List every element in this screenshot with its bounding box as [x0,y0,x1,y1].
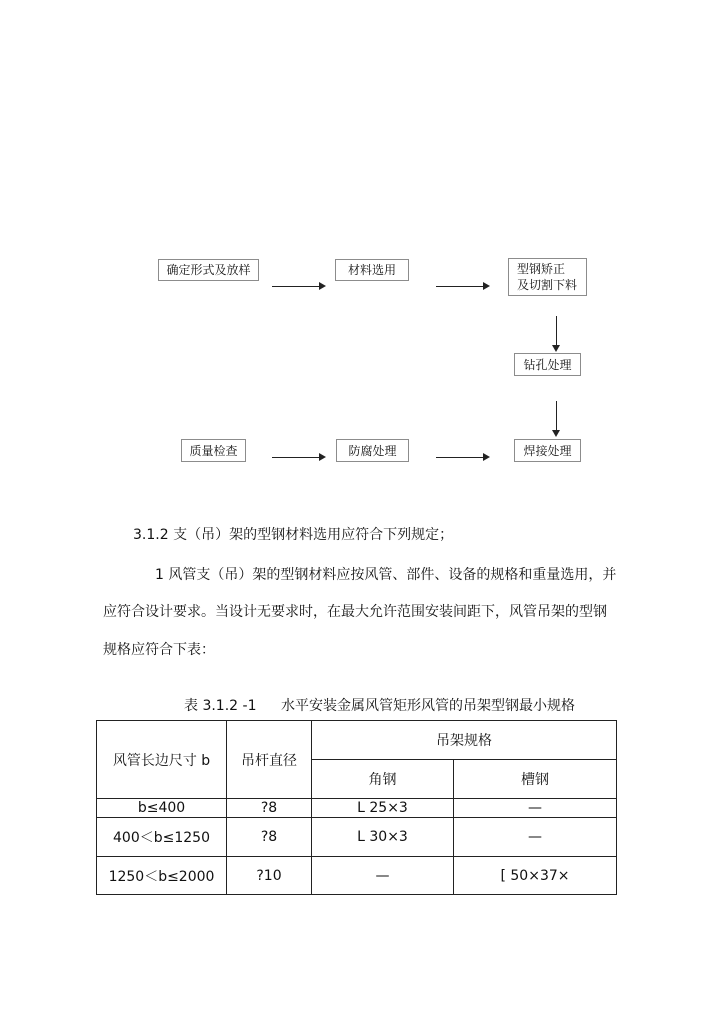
step-label: 材料选用 [347,263,396,277]
paragraph-line-2: 应符合设计要求。当设计无要求时，在最大允许范围安装间距下，风管吊架的型钢 [103,604,607,620]
cell-rod: ?10 [227,857,312,895]
section-heading: 3.1.2 支（吊）架的型钢材料选用应符合下列规定； [133,527,454,543]
paragraph-line-1: 1 风管支（吊）架的型钢材料应按风管、部件、设备的规格和重量选用，并 [155,567,617,583]
header-angle-steel: 角钢 [312,760,454,799]
step-straighten-cut [508,258,587,296]
table-caption-title: 水平安装金属风管矩形风管的吊架型钢最小规格 [281,698,575,714]
step-drilling [514,353,581,376]
cell-channel: — [454,818,617,857]
paragraph-line-3: 规格应符合下表： [103,642,215,658]
header-hanger-spec: 吊架规格 [312,721,617,760]
table-caption-number: 表 3.1.2 -1 [184,698,257,714]
cell-channel: — [454,799,617,818]
header-duct-size: 风管长边尺寸 b [97,721,227,799]
table-row [97,799,617,818]
step-label: 质量检查 [189,443,238,458]
cell-size: 400＜b≤1250 [97,818,227,857]
cell-angle: L 30×3 [312,818,454,857]
cell-channel: [ 50×37× [454,857,617,895]
table-row [97,818,617,857]
cell-rod: ?8 [227,799,312,818]
step-label: 防腐处理 [348,443,397,458]
cell-size: 1250＜b≤2000 [97,857,227,895]
step-welding [514,439,581,462]
step-anticorrosion [336,439,409,462]
arrow-right-2 [436,286,488,287]
arrow-down-2 [556,401,557,435]
arrow-right-3 [272,457,324,458]
step-label: 确定形式及放样 [166,263,251,277]
step-quality-check [181,439,246,462]
arrow-down-1 [556,316,557,350]
hanger-spec-table [96,720,617,895]
cell-rod: ?8 [227,818,312,857]
arrow-right-1 [272,286,324,287]
step-label: 型钢矫正 [517,262,566,276]
arrow-right-4 [436,457,488,458]
step-determine-form [158,259,259,281]
header-rod-diameter: 吊杆直径 [227,721,312,799]
step-label: 钻孔处理 [523,357,572,372]
table-row [97,857,617,895]
cell-angle: — [312,857,454,895]
cell-angle: L 25×3 [312,799,454,818]
step-label: 及切割下料 [517,278,578,292]
step-material-selection [335,259,409,281]
step-label: 焊接处理 [523,443,572,458]
cell-size: b≤400 [97,799,227,818]
header-channel-steel: 槽钢 [454,760,617,799]
